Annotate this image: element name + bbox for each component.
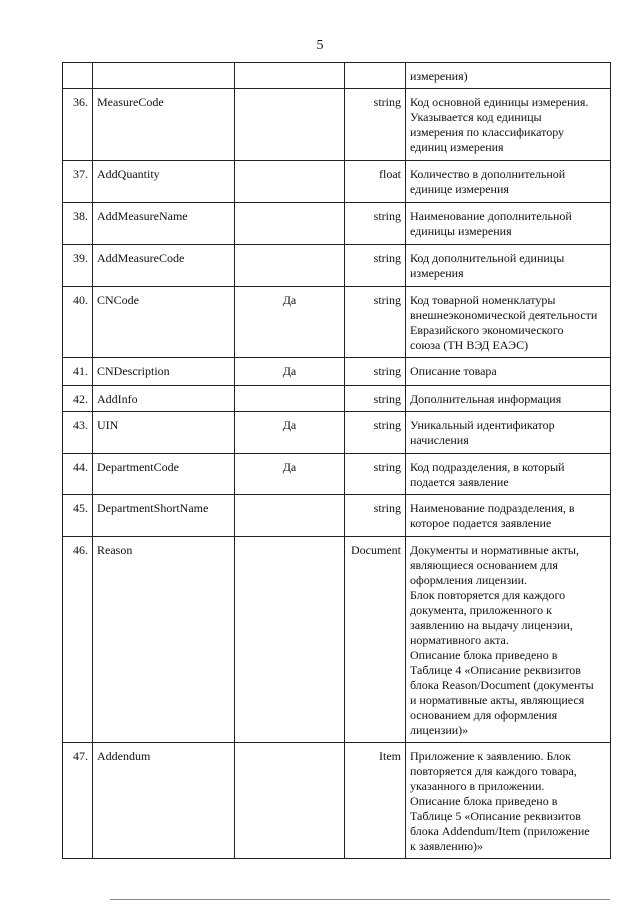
- field-name: DepartmentCode: [93, 454, 235, 495]
- spec-table: [62, 62, 611, 859]
- field-description: Код дополнительной единицы измерения: [406, 245, 611, 287]
- row-number: 38.: [63, 203, 93, 245]
- field-required: [235, 89, 345, 161]
- field-description: Документы и нормативные акты, являющиеся основанием для оформления лицензии. Блок повторяется для каждого документа, приложенного к заявлению на выдачу лицензии, нормативного акта. Описание блока приведено в Таблице 4 «Описание реквизитов блока Reason/Document (документы и нормативные акты, являющиеся основанием для оформления лицензии)»: [406, 537, 611, 743]
- table-row: [63, 537, 611, 743]
- field-description: Код подразделения, в который подается заявление: [406, 454, 611, 495]
- field-name: DepartmentShortName: [93, 495, 235, 537]
- field-name: [93, 63, 235, 89]
- row-number: 46.: [63, 537, 93, 743]
- field-type: float: [345, 161, 406, 203]
- field-required: [235, 161, 345, 203]
- row-number: 39.: [63, 245, 93, 287]
- field-name: Addendum: [93, 743, 235, 859]
- table-row: [63, 495, 611, 537]
- field-name: UIN: [93, 412, 235, 454]
- field-required: [235, 245, 345, 287]
- field-description: Код товарной номенклатуры внешнеэкономической деятельности Евразийского экономического союза (ТН ВЭД ЕАЭС): [406, 287, 611, 358]
- field-required: [235, 63, 345, 89]
- row-number: 36.: [63, 89, 93, 161]
- row-number: [63, 63, 93, 89]
- row-number: 41.: [63, 358, 93, 386]
- field-description: Приложение к заявлению. Блок повторяется для каждого товара, указанного в приложении. Описание блока приведено в Таблице 5 «Описание реквизитов блока Addendum/Item (приложение к заявлению)»: [406, 743, 611, 859]
- field-type: string: [345, 203, 406, 245]
- field-required: [235, 537, 345, 743]
- field-required: Да: [235, 287, 345, 358]
- field-description: Количество в дополнительной единице измерения: [406, 161, 611, 203]
- page-number: 5: [316, 38, 324, 53]
- field-type: string: [345, 495, 406, 537]
- field-type: string: [345, 412, 406, 454]
- field-name: CNCode: [93, 287, 235, 358]
- field-name: AddMeasureCode: [93, 245, 235, 287]
- row-number: 42.: [63, 386, 93, 412]
- field-description: Дополнительная информация: [406, 386, 611, 412]
- field-required: [235, 203, 345, 245]
- table-row: [63, 743, 611, 859]
- field-name: AddQuantity: [93, 161, 235, 203]
- field-type: string: [345, 358, 406, 386]
- field-type: string: [345, 287, 406, 358]
- table-row: [63, 63, 611, 89]
- field-description: Уникальный идентификатор начисления: [406, 412, 611, 454]
- table-row: [63, 358, 611, 386]
- field-description: Описание товара: [406, 358, 611, 386]
- field-name: AddMeasureName: [93, 203, 235, 245]
- table-row: [63, 287, 611, 358]
- field-type: Document: [345, 537, 406, 743]
- row-number: 37.: [63, 161, 93, 203]
- table-row: [63, 386, 611, 412]
- field-description: измерения): [406, 63, 611, 89]
- field-name: MeasureCode: [93, 89, 235, 161]
- row-number: 47.: [63, 743, 93, 859]
- field-required: Да: [235, 454, 345, 495]
- field-type: string: [345, 89, 406, 161]
- field-required: [235, 495, 345, 537]
- row-number: 43.: [63, 412, 93, 454]
- bottom-divider: [110, 899, 610, 900]
- field-name: CNDescription: [93, 358, 235, 386]
- table-row: [63, 203, 611, 245]
- field-type: string: [345, 245, 406, 287]
- field-required: [235, 386, 345, 412]
- row-number: 40.: [63, 287, 93, 358]
- table-row: [63, 89, 611, 161]
- row-number: 45.: [63, 495, 93, 537]
- field-name: Reason: [93, 537, 235, 743]
- table-row: [63, 454, 611, 495]
- field-description: Наименование подразделения, в которое подается заявление: [406, 495, 611, 537]
- field-description: Наименование дополнительной единицы измерения: [406, 203, 611, 245]
- field-type: Item: [345, 743, 406, 859]
- field-type: string: [345, 454, 406, 495]
- field-required: [235, 743, 345, 859]
- field-type: string: [345, 386, 406, 412]
- table-row: [63, 245, 611, 287]
- table-row: [63, 412, 611, 454]
- field-required: Да: [235, 412, 345, 454]
- row-number: 44.: [63, 454, 93, 495]
- field-type: [345, 63, 406, 89]
- table-row: [63, 161, 611, 203]
- field-required: Да: [235, 358, 345, 386]
- field-description: Код основной единицы измерения. Указывается код единицы измерения по классификатору единиц измерения: [406, 89, 611, 161]
- field-name: AddInfo: [93, 386, 235, 412]
